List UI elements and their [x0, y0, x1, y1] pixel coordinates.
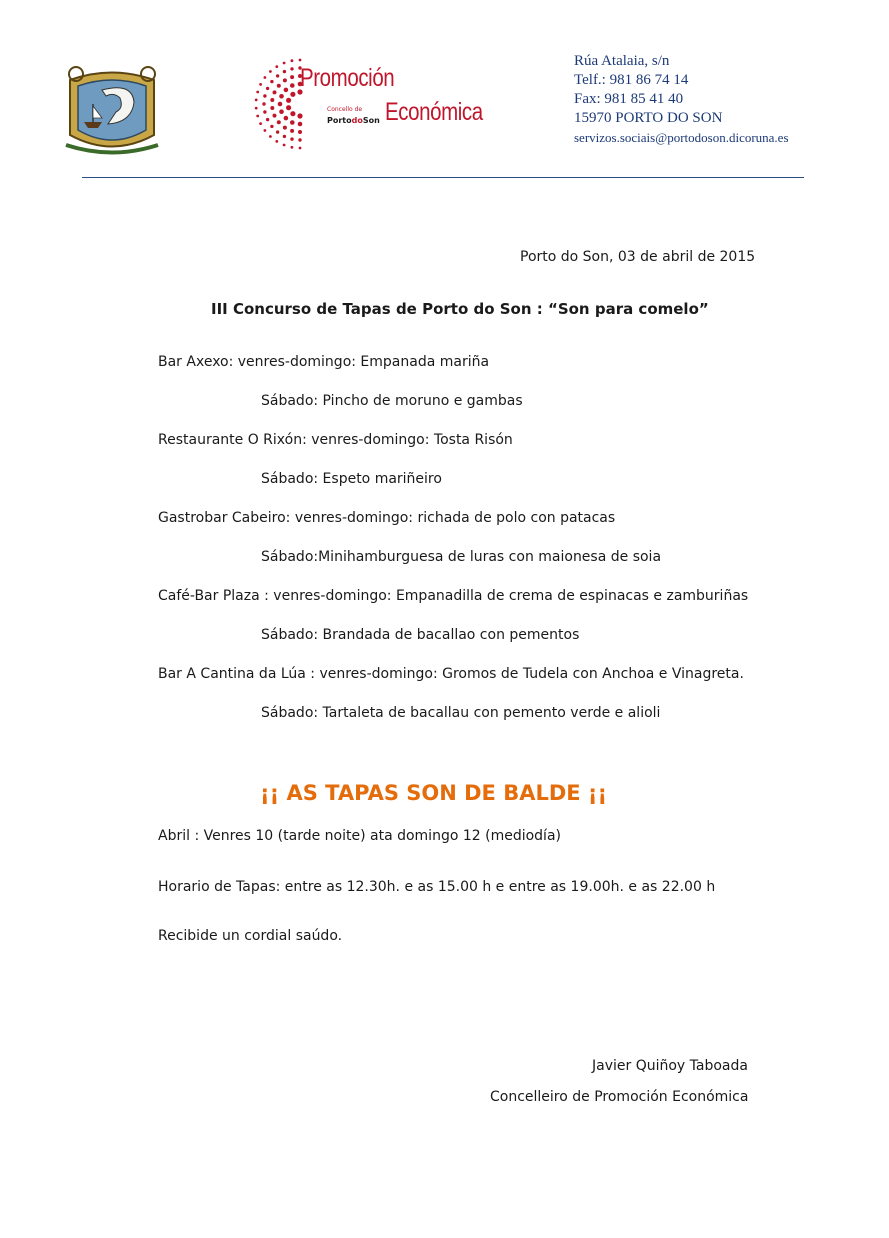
logo-dot — [269, 70, 272, 73]
logo-dot — [284, 116, 289, 121]
logo-town-b: do — [351, 116, 363, 125]
logo-town-c: Son — [362, 116, 380, 125]
logo-dot — [291, 59, 294, 62]
logo-dot — [298, 138, 301, 141]
logo-dot — [266, 87, 269, 90]
logo-town-a: Porto — [327, 116, 352, 125]
logo-dot — [275, 140, 278, 143]
logo-dot — [273, 90, 277, 94]
logo-dot — [297, 113, 302, 118]
email-link[interactable]: servizos.sociais@portodoson.dicoruna.es — [574, 130, 789, 145]
logo-dot — [256, 91, 259, 94]
saturday-entry: Sábado:Minihamburguesa de luras con maionesa de soia — [261, 549, 662, 565]
logo-dot — [286, 105, 291, 110]
logo-dot — [290, 111, 295, 116]
logo-dot — [290, 75, 294, 79]
signatory-name: Javier Quiñoy Taboada — [592, 1058, 748, 1074]
hours-line: Horario de Tapas: entre as 12.30h. e as 15.00 h e entre as 19.00h. e as 22.00 h — [158, 879, 716, 895]
logo-dot — [277, 120, 281, 124]
logo-dot — [270, 125, 273, 128]
logo-dot — [264, 129, 267, 132]
logo-text-promocion: Promoción — [300, 64, 395, 92]
logo-dot — [279, 109, 284, 114]
logo-dot — [283, 78, 287, 82]
logo-dot — [259, 83, 262, 86]
logo-dot — [263, 94, 266, 97]
logo-text-economica: Económica — [385, 98, 483, 126]
dates-line: Abril : Venres 10 (tarde noite) ata domingo 12 (mediodía) — [158, 828, 561, 844]
logo-dot — [273, 114, 277, 118]
bar-entry: Gastrobar Cabeiro: venres-domingo: richada de polo con patacas — [158, 510, 616, 526]
logo-dot — [264, 76, 267, 79]
signatory-role: Concelleiro de Promoción Económica — [490, 1089, 749, 1105]
logo-dot — [275, 65, 278, 68]
logo-dot — [259, 122, 262, 125]
bar-entry: Café-Bar Plaza : venres-domingo: Empanadilla de crema de espinacas e zamburiñas — [158, 588, 749, 604]
logo-dot — [290, 67, 293, 70]
logo-text-concello: Concello de — [327, 106, 363, 113]
logo-dot — [290, 92, 295, 97]
postal-line: 15970 PORTO DO SON — [574, 110, 723, 126]
logo-dot — [298, 130, 302, 134]
logo-dot — [298, 122, 303, 127]
logo-dot — [269, 135, 272, 138]
logo-dot — [291, 146, 294, 149]
logo-dot — [290, 83, 295, 88]
logo-dot — [263, 110, 266, 113]
greeting-line: Recibide un cordial saúdo. — [158, 928, 343, 944]
logo-dot — [270, 80, 273, 83]
logo-dot — [276, 130, 279, 133]
letter-date: Porto do Son, 03 de abril de 2015 — [520, 249, 756, 265]
logo-dot — [270, 106, 274, 110]
logo-dot — [276, 74, 279, 77]
logo-dot — [283, 126, 287, 130]
logo-dot — [262, 102, 265, 105]
logo-dot — [290, 129, 294, 133]
saturday-entry: Sábado: Tartaleta de bacallau con pemento verde e alioli — [261, 705, 661, 721]
fax-line: Fax: 981 85 41 40 — [574, 91, 684, 107]
logo-dot — [256, 115, 259, 118]
logo-dot — [278, 102, 283, 107]
logo-dot — [286, 98, 291, 103]
logo-dot — [283, 70, 286, 73]
address-line: Rúa Atalaia, s/n — [574, 53, 670, 69]
logo-dot — [255, 99, 258, 102]
logo-dot — [299, 147, 302, 150]
bar-entry: Restaurante O Rixón: venres-domingo: Tosta Risón — [158, 432, 513, 448]
logo-dot — [290, 120, 295, 125]
bar-entry: Bar A Cantina da Lúa : venres-domingo: Gromos de Tudela con Anchoa e Vinagreta. — [158, 666, 744, 682]
saturday-entry: Sábado: Brandada de bacallao con pementos — [261, 627, 580, 643]
logo-dot — [255, 107, 258, 110]
phone-line: Telf.: 981 86 74 14 — [574, 72, 689, 88]
municipal-crest-icon — [62, 60, 162, 160]
address-block — [574, 52, 789, 147]
saturday-entry: Sábado: Pincho de moruno e gambas — [261, 393, 523, 409]
header-divider — [82, 177, 804, 178]
logo-dot — [270, 98, 274, 102]
logo-dot — [299, 59, 302, 62]
logo-dot — [279, 94, 284, 99]
logo-dot — [266, 118, 269, 121]
logo-dot — [283, 135, 286, 138]
free-tapas-headline: ¡¡ AS TAPAS SON DE BALDE ¡¡ — [260, 781, 608, 805]
logo-dot — [277, 84, 281, 88]
logo-dot — [283, 62, 286, 65]
contest-title: III Concurso de Tapas de Porto do Son : “Son para comelo” — [211, 300, 709, 318]
logo-dot — [283, 144, 286, 147]
logo-dot — [284, 88, 289, 93]
saturday-entry: Sábado: Espeto mariñeiro — [261, 471, 442, 487]
bar-entry: Bar Axexo: venres-domingo: Empanada mariña — [158, 354, 490, 370]
logo-dot — [290, 137, 293, 140]
logo-text-town — [327, 116, 380, 125]
